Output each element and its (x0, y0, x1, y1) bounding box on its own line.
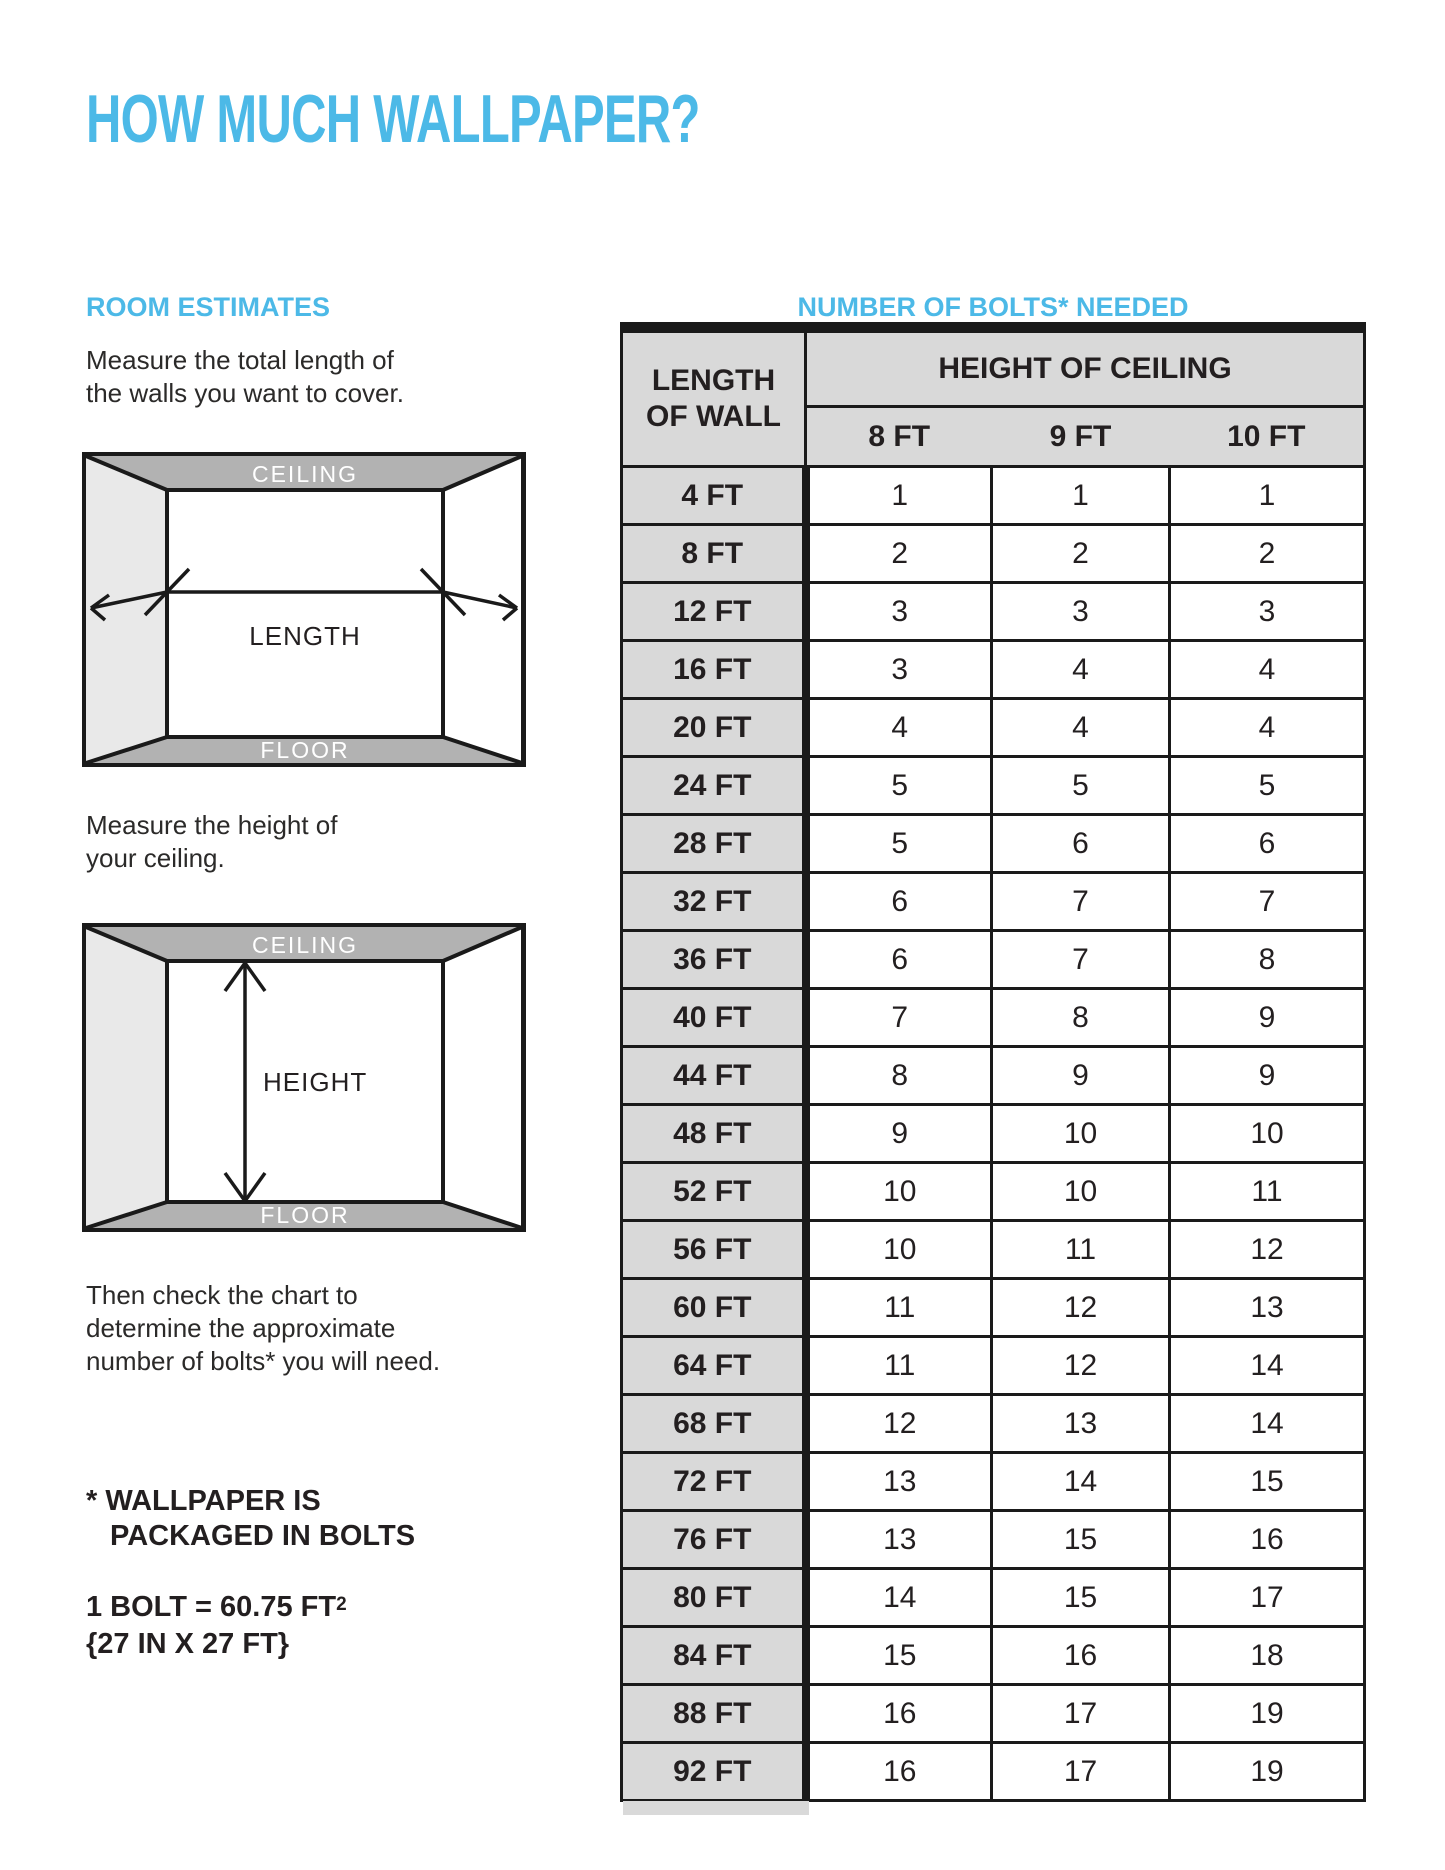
length-of-wall-header (622, 328, 806, 467)
length-of-wall-line2: OF WALL (646, 400, 781, 433)
step1-line2: the walls you want to cover. (86, 378, 404, 408)
row-length-label: 84 FT (622, 1627, 806, 1685)
bolt-count-cell: 1 (806, 467, 992, 525)
ceiling-label: CEILING (251, 461, 359, 487)
bolt-count-cell: 13 (1170, 1279, 1365, 1337)
table-row (622, 583, 1365, 641)
step2-text (86, 809, 338, 875)
page-title (86, 81, 938, 157)
table-row (622, 931, 1365, 989)
bolt-count-cell: 9 (1170, 989, 1365, 1047)
bolt-count-cell: 3 (806, 641, 992, 699)
table-row (622, 1453, 1365, 1511)
bolt-definition (86, 1586, 347, 1663)
row-length-label: 8 FT (622, 525, 806, 583)
bolt-count-cell: 2 (992, 525, 1170, 583)
bolt-count-cell: 10 (806, 1163, 992, 1221)
table-row (622, 1105, 1365, 1163)
table-row (622, 1047, 1365, 1105)
bolt-count-cell: 12 (992, 1279, 1170, 1337)
bolt-count-cell: 6 (1170, 815, 1365, 873)
table-row (622, 1337, 1365, 1395)
row-length-label: 64 FT (622, 1337, 806, 1395)
col-header-10ft: 10 FT (1170, 407, 1365, 467)
table-row (622, 467, 1365, 525)
bolt-count-cell: 8 (992, 989, 1170, 1047)
step2-line2: your ceiling. (86, 843, 225, 873)
row-length-label: 44 FT (622, 1047, 806, 1105)
table-row (622, 525, 1365, 583)
step3-line2: determine the approximate (86, 1313, 396, 1343)
table-row (622, 1569, 1365, 1627)
bolt-count-cell: 12 (806, 1395, 992, 1453)
bolt-count-cell: 13 (806, 1511, 992, 1569)
height-of-ceiling-header: HEIGHT OF CEILING (806, 328, 1365, 407)
bolt-count-cell: 3 (992, 583, 1170, 641)
row-length-label: 48 FT (622, 1105, 806, 1163)
table-row (622, 757, 1365, 815)
col-header-8ft: 8 FT (806, 407, 992, 467)
row-length-label: 68 FT (622, 1395, 806, 1453)
bolt-count-cell: 2 (806, 525, 992, 583)
bolt-count-cell: 10 (1170, 1105, 1365, 1163)
bolt-count-cell: 6 (992, 815, 1170, 873)
room-estimates-heading: ROOM ESTIMATES (86, 292, 331, 322)
bolt-count-cell: 10 (992, 1163, 1170, 1221)
bolt-count-cell: 10 (806, 1221, 992, 1279)
bolt-count-cell: 15 (992, 1569, 1170, 1627)
table-row (622, 1221, 1365, 1279)
bolt-count-cell: 11 (806, 1337, 992, 1395)
bolt-count-cell: 16 (1170, 1511, 1365, 1569)
bolt-count-cell: 16 (992, 1627, 1170, 1685)
row-length-label: 76 FT (622, 1511, 806, 1569)
table-row (622, 1685, 1365, 1743)
bolt-count-cell: 15 (1170, 1453, 1365, 1511)
bolts-needed-heading: NUMBER OF BOLTS* NEEDED (797, 292, 1189, 322)
bolt-count-cell: 16 (806, 1685, 992, 1743)
step3-line3: number of bolts* you will need. (86, 1346, 441, 1376)
table-bottom-tab (623, 1801, 809, 1815)
row-length-label: 80 FT (622, 1569, 806, 1627)
row-length-label: 56 FT (622, 1221, 806, 1279)
table-row (622, 1279, 1365, 1337)
bolt-count-cell: 10 (992, 1105, 1170, 1163)
footnote-line2: PACKAGED IN BOLTS (110, 1520, 416, 1552)
table-row (622, 699, 1365, 757)
bolt-count-cell: 1 (1170, 467, 1365, 525)
row-length-label: 72 FT (622, 1453, 806, 1511)
bolt-count-cell: 4 (1170, 699, 1365, 757)
table-row (622, 1163, 1365, 1221)
bolt-count-cell: 4 (806, 699, 992, 757)
bolt-count-cell: 9 (806, 1105, 992, 1163)
bolt-count-cell: 5 (1170, 757, 1365, 815)
bolt-count-cell: 14 (992, 1453, 1170, 1511)
bolts-table-container (620, 322, 1366, 1802)
floor-label: FLOOR (260, 737, 350, 763)
table-row (622, 873, 1365, 931)
room-length-diagram (82, 452, 526, 767)
bolt-exponent: 2 (336, 1594, 347, 1615)
bolt-count-cell: 12 (992, 1337, 1170, 1395)
bolt-count-cell: 17 (992, 1685, 1170, 1743)
bolt-equation: 1 BOLT = 60.75 FT (86, 1591, 337, 1623)
bolt-count-cell: 15 (806, 1627, 992, 1685)
bolt-count-cell: 7 (992, 873, 1170, 931)
bolts-table (620, 322, 1366, 1802)
bolt-count-cell: 1 (992, 467, 1170, 525)
bolt-count-cell: 3 (1170, 583, 1365, 641)
bolt-count-cell: 6 (806, 931, 992, 989)
row-length-label: 4 FT (622, 467, 806, 525)
bolt-count-cell: 14 (1170, 1395, 1365, 1453)
ceiling-label: CEILING (251, 932, 359, 958)
row-length-label: 28 FT (622, 815, 806, 873)
height-label: HEIGHT (263, 1067, 368, 1097)
row-length-label: 60 FT (622, 1279, 806, 1337)
bolt-count-cell: 13 (806, 1453, 992, 1511)
row-length-label: 12 FT (622, 583, 806, 641)
bolt-count-cell: 7 (992, 931, 1170, 989)
bolt-dimensions: {27 IN X 27 FT} (86, 1628, 290, 1660)
step2-line1: Measure the height of (86, 810, 338, 840)
bolt-count-cell: 8 (806, 1047, 992, 1105)
bolt-count-cell: 14 (806, 1569, 992, 1627)
bolt-count-cell: 15 (992, 1511, 1170, 1569)
row-length-label: 40 FT (622, 989, 806, 1047)
bolt-count-cell: 11 (992, 1221, 1170, 1279)
bolt-count-cell: 19 (1170, 1743, 1365, 1801)
page-title-text: HOW MUCH WALLPAPER? (86, 81, 700, 157)
step1-text (86, 344, 404, 410)
bolt-count-cell: 18 (1170, 1627, 1365, 1685)
step3-text (86, 1279, 440, 1378)
bolt-count-cell: 9 (992, 1047, 1170, 1105)
step3-line1: Then check the chart to (86, 1280, 358, 1310)
table-row (622, 641, 1365, 699)
bolt-count-cell: 5 (992, 757, 1170, 815)
bolt-count-cell: 7 (806, 989, 992, 1047)
bolt-count-cell: 13 (992, 1395, 1170, 1453)
left-wall-surface (86, 456, 167, 763)
bolt-count-cell: 14 (1170, 1337, 1365, 1395)
row-length-label: 88 FT (622, 1685, 806, 1743)
bolt-count-cell: 9 (1170, 1047, 1365, 1105)
table-row (622, 989, 1365, 1047)
bolt-count-cell: 11 (1170, 1163, 1365, 1221)
row-length-label: 16 FT (622, 641, 806, 699)
footnote-line1: * WALLPAPER IS (86, 1485, 321, 1517)
bolt-count-cell: 17 (992, 1743, 1170, 1801)
bolt-count-cell: 17 (1170, 1569, 1365, 1627)
table-row (622, 815, 1365, 873)
row-length-label: 24 FT (622, 757, 806, 815)
ceiling-height-diagram (82, 923, 526, 1232)
table-row (622, 1395, 1365, 1453)
col-header-9ft: 9 FT (992, 407, 1170, 467)
bolts-footnote (86, 1484, 415, 1554)
bolt-count-cell: 19 (1170, 1685, 1365, 1743)
bolt-count-cell: 11 (806, 1279, 992, 1337)
length-label: LENGTH (249, 621, 361, 651)
bolts-table-head (622, 328, 1365, 467)
bolt-table-body (622, 467, 1365, 1801)
bolt-count-cell: 12 (1170, 1221, 1365, 1279)
row-length-label: 52 FT (622, 1163, 806, 1221)
bolt-count-cell: 7 (1170, 873, 1365, 931)
row-length-label: 32 FT (622, 873, 806, 931)
table-row (622, 1627, 1365, 1685)
row-length-label: 92 FT (622, 1743, 806, 1801)
bolt-count-cell: 5 (806, 757, 992, 815)
table-row (622, 1743, 1365, 1801)
bolt-count-cell: 4 (992, 641, 1170, 699)
table-row (622, 1511, 1365, 1569)
bolt-count-cell: 5 (806, 815, 992, 873)
left-wall-surface (86, 927, 167, 1228)
bolt-count-cell: 4 (1170, 641, 1365, 699)
row-length-label: 20 FT (622, 699, 806, 757)
bolt-count-cell: 4 (992, 699, 1170, 757)
bolt-count-cell: 3 (806, 583, 992, 641)
bolt-count-cell: 2 (1170, 525, 1365, 583)
bolt-count-cell: 6 (806, 873, 992, 931)
step1-line1: Measure the total length of (86, 345, 394, 375)
bolt-equation-line (86, 1586, 347, 1626)
bolt-count-cell: 16 (806, 1743, 992, 1801)
length-of-wall-line1: LENGTH (651, 364, 776, 397)
row-length-label: 36 FT (622, 931, 806, 989)
bolt-count-cell: 8 (1170, 931, 1365, 989)
floor-label: FLOOR (260, 1202, 350, 1228)
